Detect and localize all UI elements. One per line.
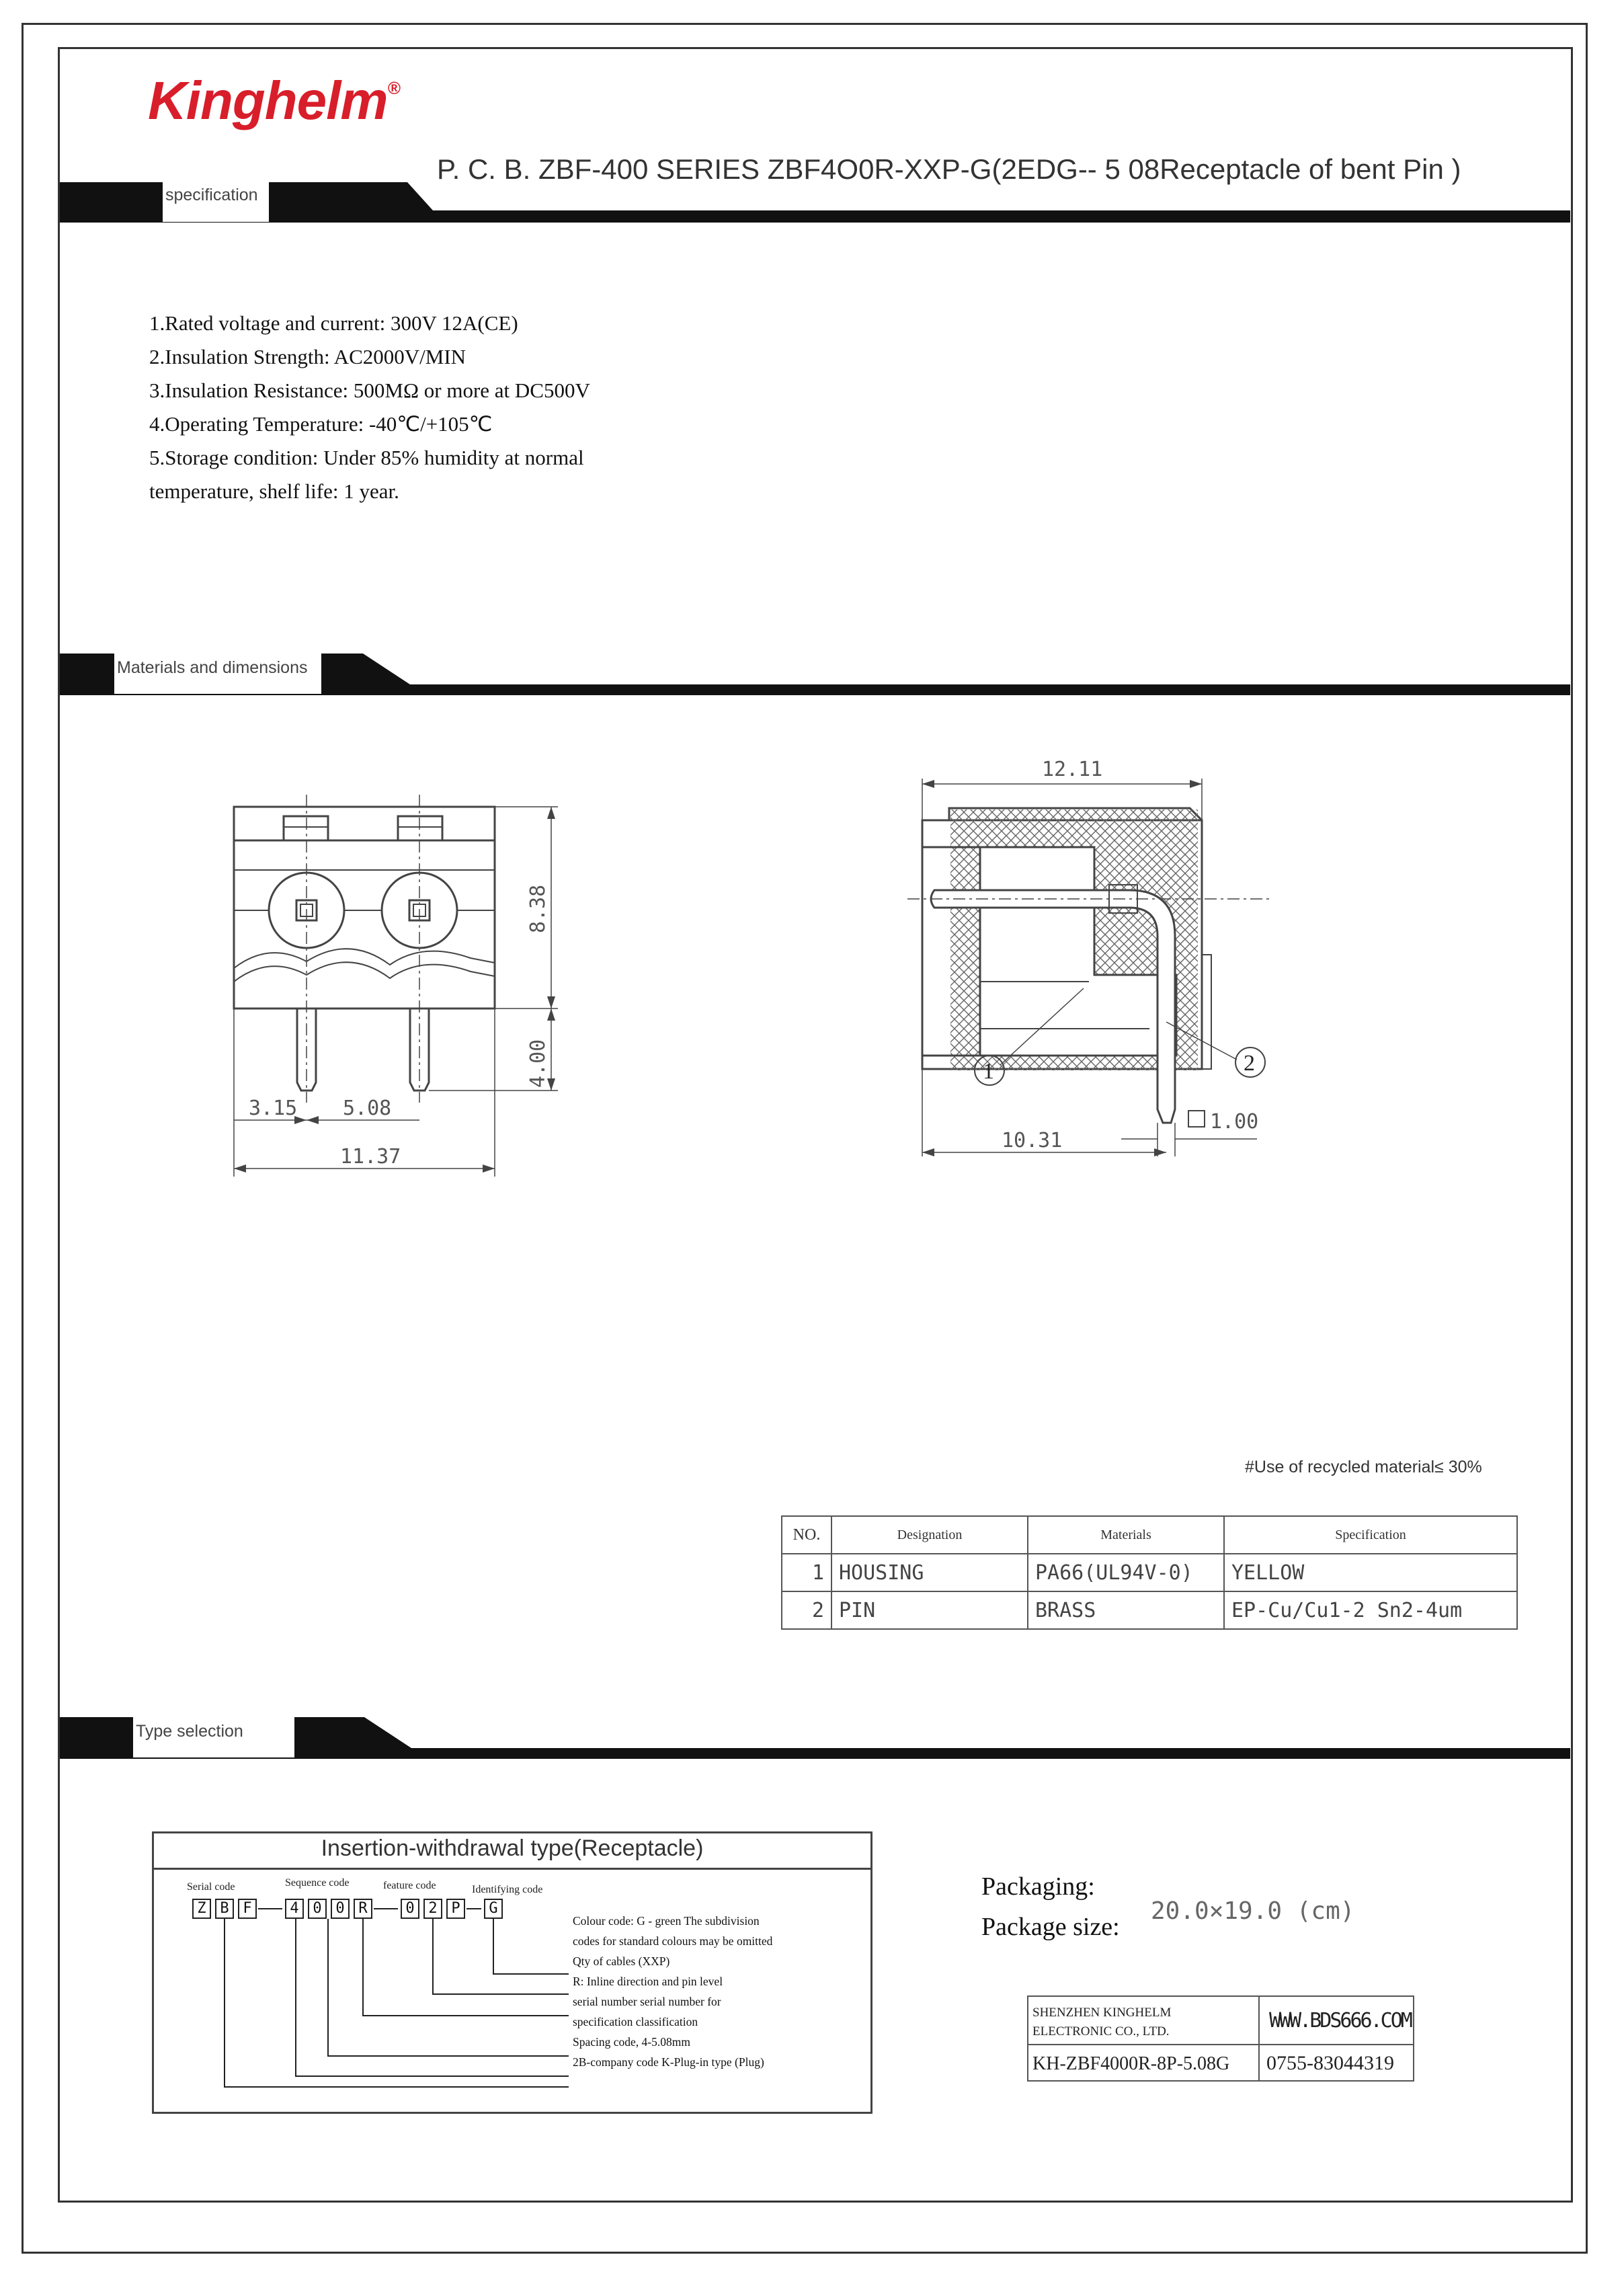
type-box-title: Insertion-withdrawal type(Receptacle) bbox=[321, 1835, 704, 1861]
company-name-line: ELECTRONIC CO., LTD. bbox=[1032, 2024, 1170, 2039]
table-cell: YELLOW bbox=[1224, 1554, 1517, 1591]
spec-line: 1.Rated voltage and current: 300V 12A(CE) bbox=[149, 311, 518, 335]
code-description: 2B-company code K-Plug-in type (Plug) bbox=[573, 2055, 764, 2069]
code-description: Spacing code, 4-5.08mm bbox=[573, 2035, 690, 2049]
code-description: Colour code: G - green The subdivision bbox=[573, 1914, 760, 1928]
code-box: 4 bbox=[285, 1899, 304, 1919]
code-descriptions bbox=[573, 1911, 772, 2072]
dim-edge-pitch: 3.15 bbox=[249, 1097, 298, 1120]
packaging-label: Packaging: bbox=[981, 1872, 1095, 1901]
package-size-label: Package size: bbox=[981, 1913, 1120, 1941]
code-box: 0 bbox=[401, 1899, 419, 1919]
table-cell: BRASS bbox=[1028, 1591, 1224, 1629]
code-box: B bbox=[215, 1899, 234, 1919]
company-website: WWW.BDS666.COM bbox=[1269, 2009, 1411, 2032]
dim-total-width: 11.37 bbox=[340, 1145, 401, 1169]
callout-2: 2 bbox=[1244, 1051, 1255, 1076]
part-number: KH-ZBF4000R-8P-5.08G bbox=[1032, 2053, 1230, 2074]
table-header-cell: NO. bbox=[782, 1516, 831, 1554]
company-phone: 0755-83044319 bbox=[1266, 2052, 1394, 2074]
code-description: codes for standard colours may be omitted bbox=[573, 1934, 773, 1948]
code-description: R: Inline direction and pin level bbox=[573, 1975, 723, 1988]
dim-pin-length: 4.00 bbox=[526, 1039, 550, 1088]
code-box: 0 bbox=[308, 1899, 327, 1919]
spec-line: 5.Storage condition: Under 85% humidity at normal bbox=[149, 446, 584, 469]
code-description: serial number serial number for bbox=[573, 1995, 721, 2008]
code-box: F bbox=[238, 1899, 257, 1919]
code-box: 0 bbox=[331, 1899, 350, 1919]
callout-1: 1 bbox=[983, 1059, 994, 1084]
table-header-cell: Designation bbox=[831, 1516, 1028, 1554]
code-description: Qty of cables (XXP) bbox=[573, 1954, 670, 1968]
dim-pin-offset: 10.31 bbox=[1002, 1129, 1063, 1152]
company-name-line: SHENZHEN KINGHELM bbox=[1032, 2006, 1172, 2020]
table-cell: HOUSING bbox=[831, 1554, 1028, 1591]
recycled-material-note: #Use of recycled material≤ 30% bbox=[1245, 1458, 1482, 1476]
code-header-serial: Serial code bbox=[187, 1881, 235, 1893]
company-box-divider bbox=[1027, 2044, 1414, 2045]
section-label-specification: specification bbox=[163, 182, 269, 222]
company-box-divider bbox=[1258, 1995, 1260, 2082]
dim-pin-square: 1.00 bbox=[1210, 1110, 1259, 1134]
code-header-identifying: Identifying code bbox=[472, 1884, 543, 1895]
spec-line: 3.Insulation Resistance: 500MΩ or more at DC500V bbox=[149, 379, 590, 402]
dim-pin-pitch: 5.08 bbox=[343, 1097, 392, 1120]
section-label-type-selection: Type selection bbox=[133, 1717, 294, 1757]
section-label-materials: Materials and dimensions bbox=[114, 654, 321, 694]
code-box: R bbox=[354, 1899, 372, 1919]
brand-logo: Kinghelm® bbox=[148, 71, 400, 130]
dim-front-height: 8.38 bbox=[526, 884, 550, 933]
table-cell: 1 bbox=[782, 1554, 831, 1591]
code-box: Z bbox=[192, 1899, 211, 1919]
spec-line: temperature, shelf life: 1 year. bbox=[149, 479, 399, 503]
code-box: P bbox=[446, 1899, 465, 1919]
code-box: G bbox=[484, 1899, 503, 1919]
code-header-sequence: Sequence code bbox=[285, 1877, 350, 1889]
table-cell: PIN bbox=[831, 1591, 1028, 1629]
spec-line: 2.Insulation Strength: AC2000V/MIN bbox=[149, 345, 466, 368]
packaging-block bbox=[981, 1866, 1120, 1947]
code-box: 2 bbox=[423, 1899, 442, 1919]
document-title: P. C. B. ZBF-400 SERIES ZBF4O0R-XXP-G(2EDG-- 5 08Receptacle of bent Pin ) bbox=[437, 153, 1461, 185]
code-header-feature: feature code bbox=[383, 1880, 436, 1891]
company-name bbox=[1032, 2004, 1171, 2041]
table-cell: 2 bbox=[782, 1591, 831, 1629]
table-header-cell: Specification bbox=[1224, 1516, 1517, 1554]
package-size-value: 20.0×19.0 (cm) bbox=[1151, 1897, 1355, 1925]
table-header-cell: Materials bbox=[1028, 1516, 1224, 1554]
table-cell: EP-Cu/Cu1-2 Sn2-4um bbox=[1224, 1591, 1517, 1629]
code-description: specification classification bbox=[573, 2015, 698, 2028]
table-cell: PA66(UL94V-0) bbox=[1028, 1554, 1224, 1591]
spec-line: 4.Operating Temperature: -40℃/+105℃ bbox=[149, 412, 493, 436]
dim-side-depth: 12.11 bbox=[1042, 758, 1103, 781]
